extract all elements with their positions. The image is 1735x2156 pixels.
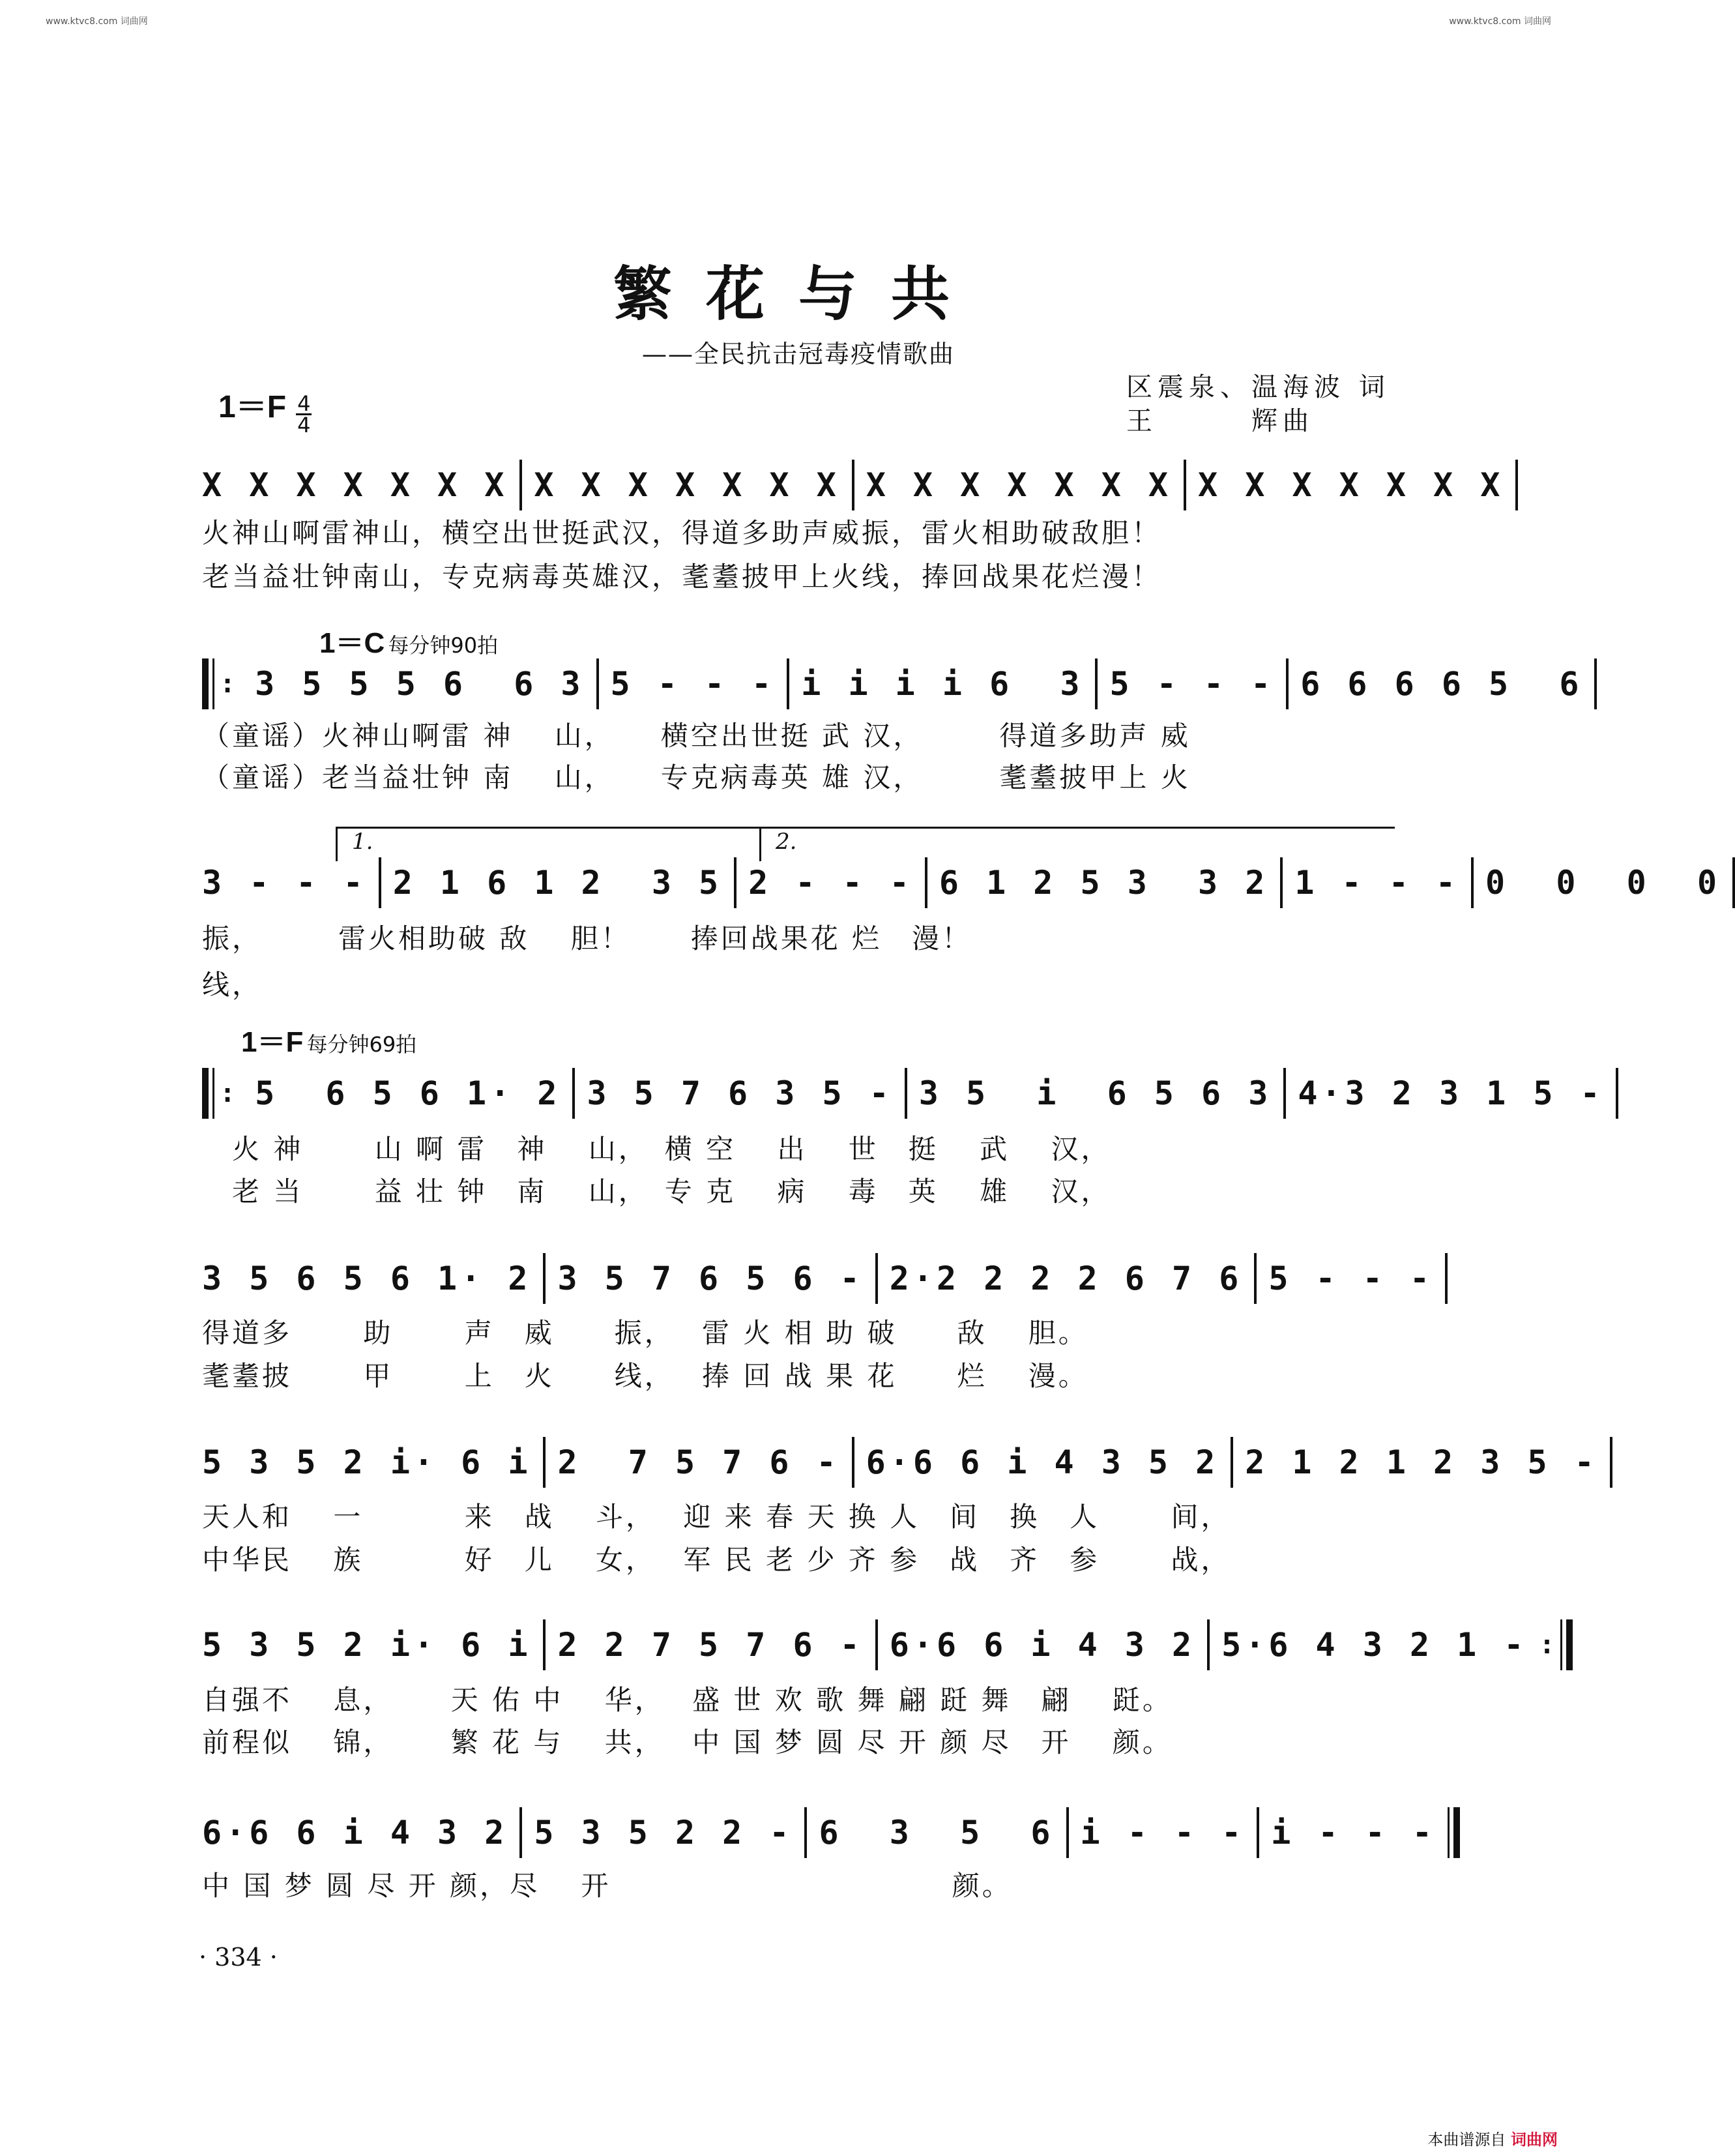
measure: 2 7 5 7 6 - <box>557 1443 840 1481</box>
measure: 2 2 7 5 7 6 - <box>557 1626 864 1664</box>
measure: 3 5 5 5 6 6 3 <box>255 665 585 703</box>
measure: i - - - <box>1271 1814 1436 1852</box>
lyric-line: 得道多 助 声 威 振， 雷 火 相 助 破 敌 胆。 <box>202 1317 1088 1349</box>
composer-credit: 王 辉曲 <box>1126 406 1314 436</box>
lyric-line: 前程似 锦， 繁 花 与 共， 中 国 梦 圆 尽 开 颜 尽 开 颜。 <box>202 1726 1173 1758</box>
measure: i i i i 6 3 <box>801 665 1084 703</box>
time-den: 4 <box>297 413 311 437</box>
header-right: www.ktvc8.com 词曲网 <box>1449 16 1551 27</box>
lyric-line: 线， <box>202 969 263 1001</box>
lyric-line: 火 神 山 啊 雷 神 山， 横 空 出 世 挺 武 汉， <box>202 1133 1111 1165</box>
repeat-start: : <box>202 1068 235 1119</box>
measure: 2 1 2 1 2 3 5 - <box>1245 1443 1598 1481</box>
staff-row-7 <box>202 1619 1555 1670</box>
tempo-c: 每分钟90拍 <box>388 633 499 658</box>
key-f: 1＝F <box>241 1026 304 1058</box>
key-signature <box>218 381 312 435</box>
lyric-line: 中华民 族 好 儿 女， 军 民 老 少 齐 参 战 齐 参 战， <box>202 1544 1231 1576</box>
measure: 6·6 6 i 4 3 5 2 <box>866 1443 1219 1481</box>
measure: 6·6 6 i 4 3 2 <box>202 1814 508 1852</box>
measure: 2·2 2 2 2 6 7 6 <box>889 1260 1243 1297</box>
measure: 5 - - - <box>1109 665 1275 703</box>
lyric-line: 天人和 一 来 战 斗， 迎 来 春 天 换 人 间 换 人 间， <box>202 1501 1231 1533</box>
header-left: www.ktvc8.com 词曲网 <box>46 16 148 27</box>
key-change-f <box>241 1018 416 1060</box>
repeat-start: : <box>202 658 235 709</box>
footer-text: 本曲谱源自 <box>1427 2131 1506 2149</box>
repeat-end: : <box>1539 1619 1572 1670</box>
measure: 5 - - - <box>1268 1260 1434 1297</box>
measure: 5 3 5 2 i· 6 i <box>202 1626 532 1664</box>
key-change-c <box>319 619 498 661</box>
measure: 6·6 6 i 4 3 2 <box>889 1626 1196 1664</box>
staff-row-1 <box>202 460 1504 510</box>
measure: 5 - - - <box>610 665 776 703</box>
tempo-f: 每分钟69拍 <box>306 1032 417 1057</box>
measure: 0 0 0 0 <box>1485 864 1721 902</box>
measure: 6 6 6 6 5 6 <box>1300 665 1583 703</box>
measure: 5 3 5 2 i· 6 i <box>202 1443 532 1481</box>
time-signature <box>296 391 312 437</box>
measure: 3 - - - <box>202 864 367 902</box>
song-title: 繁花与共 <box>613 259 984 329</box>
lyric-line: （童谣）火神山啊雷 神 山， 横空出世挺 武 汉， 得道多助声 威 <box>202 720 1191 752</box>
measure: 5 3 5 2 2 - <box>534 1814 793 1852</box>
lyric-line: 振， 雷火相助破 敌 胆！ 捧回战果花 烂 漫！ <box>202 923 972 954</box>
measure: 6 3 5 6 <box>819 1814 1055 1852</box>
footer <box>1427 2127 1558 2149</box>
measure: 3 5 i 6 5 6 3 <box>918 1074 1272 1112</box>
measure: X X X X X X X <box>1198 466 1504 504</box>
staff-row-8 <box>202 1807 1436 1858</box>
staff-row-3 <box>202 857 1721 908</box>
measure: X X X X X X X <box>202 466 508 504</box>
staff-row-5 <box>202 1253 1434 1304</box>
staff-row-4 <box>202 1068 1604 1119</box>
measure: 3 5 7 6 5 6 - <box>557 1260 864 1297</box>
measure: 3 5 7 6 3 5 - <box>587 1074 893 1112</box>
measure: 1 - - - <box>1294 864 1460 902</box>
measure: 6 1 2 5 3 3 2 <box>939 864 1269 902</box>
time-num: 4 <box>297 391 311 416</box>
song-subtitle: ——全民抗击冠毒疫情歌曲 <box>641 340 955 368</box>
lyric-line: 老 当 益 壮 钟 南 山， 专 克 病 毒 英 雄 汉， <box>202 1175 1111 1207</box>
measure: 4·3 2 3 1 5 - <box>1298 1074 1604 1112</box>
lyric-line: 中 国 梦 圆 尽 开 颜，尽 开 颜。 <box>202 1870 1012 1902</box>
measure: i - - - <box>1080 1814 1246 1852</box>
measure: 3 5 6 5 6 1· 2 <box>202 1260 532 1297</box>
measure: 2 1 6 1 2 3 5 <box>392 864 723 902</box>
staff-row-2 <box>202 658 1583 709</box>
lyric-line: （童谣）老当益壮钟 南 山， 专克病毒英 雄 汉， 耄耋披甲上 火 <box>202 761 1191 793</box>
measure: X X X X X X X <box>534 466 840 504</box>
key-c: 1＝C <box>319 627 385 659</box>
final-barline <box>1448 1807 1460 1858</box>
measure: 5 6 5 6 1· 2 <box>255 1074 561 1112</box>
lyricist-credit: 区震泉、温海波 词 <box>1126 372 1390 402</box>
lyric-line: 火神山啊雷神山，横空出世挺武汉，得道多助声威振，雷火相助破敌胆！ <box>202 517 1162 549</box>
key-main: 1＝F <box>218 390 287 424</box>
page-number: · 334 · <box>199 1943 278 1971</box>
measure: 5·6 4 3 2 1 - <box>1221 1626 1528 1664</box>
volta-1: 1. <box>336 827 769 861</box>
lyric-line: 自强不 息， 天 佑 中 华， 盛 世 欢 歌 舞 翩 跹 舞 翩 跹。 <box>202 1684 1173 1716</box>
measure: X X X X X X X <box>866 466 1173 504</box>
staff-row-6 <box>202 1437 1598 1488</box>
measure: 2 - - - <box>748 864 913 902</box>
footer-brand[interactable]: 词曲网 <box>1511 2131 1558 2149</box>
lyric-line: 耄耋披 甲 上 火 线， 捧 回 战 果 花 烂 漫。 <box>202 1360 1088 1392</box>
volta-2: 2. <box>759 827 1395 861</box>
lyric-line: 老当益壮钟南山，专克病毒英雄汉，耄耋披甲上火线，捧回战果花烂漫！ <box>202 561 1162 593</box>
